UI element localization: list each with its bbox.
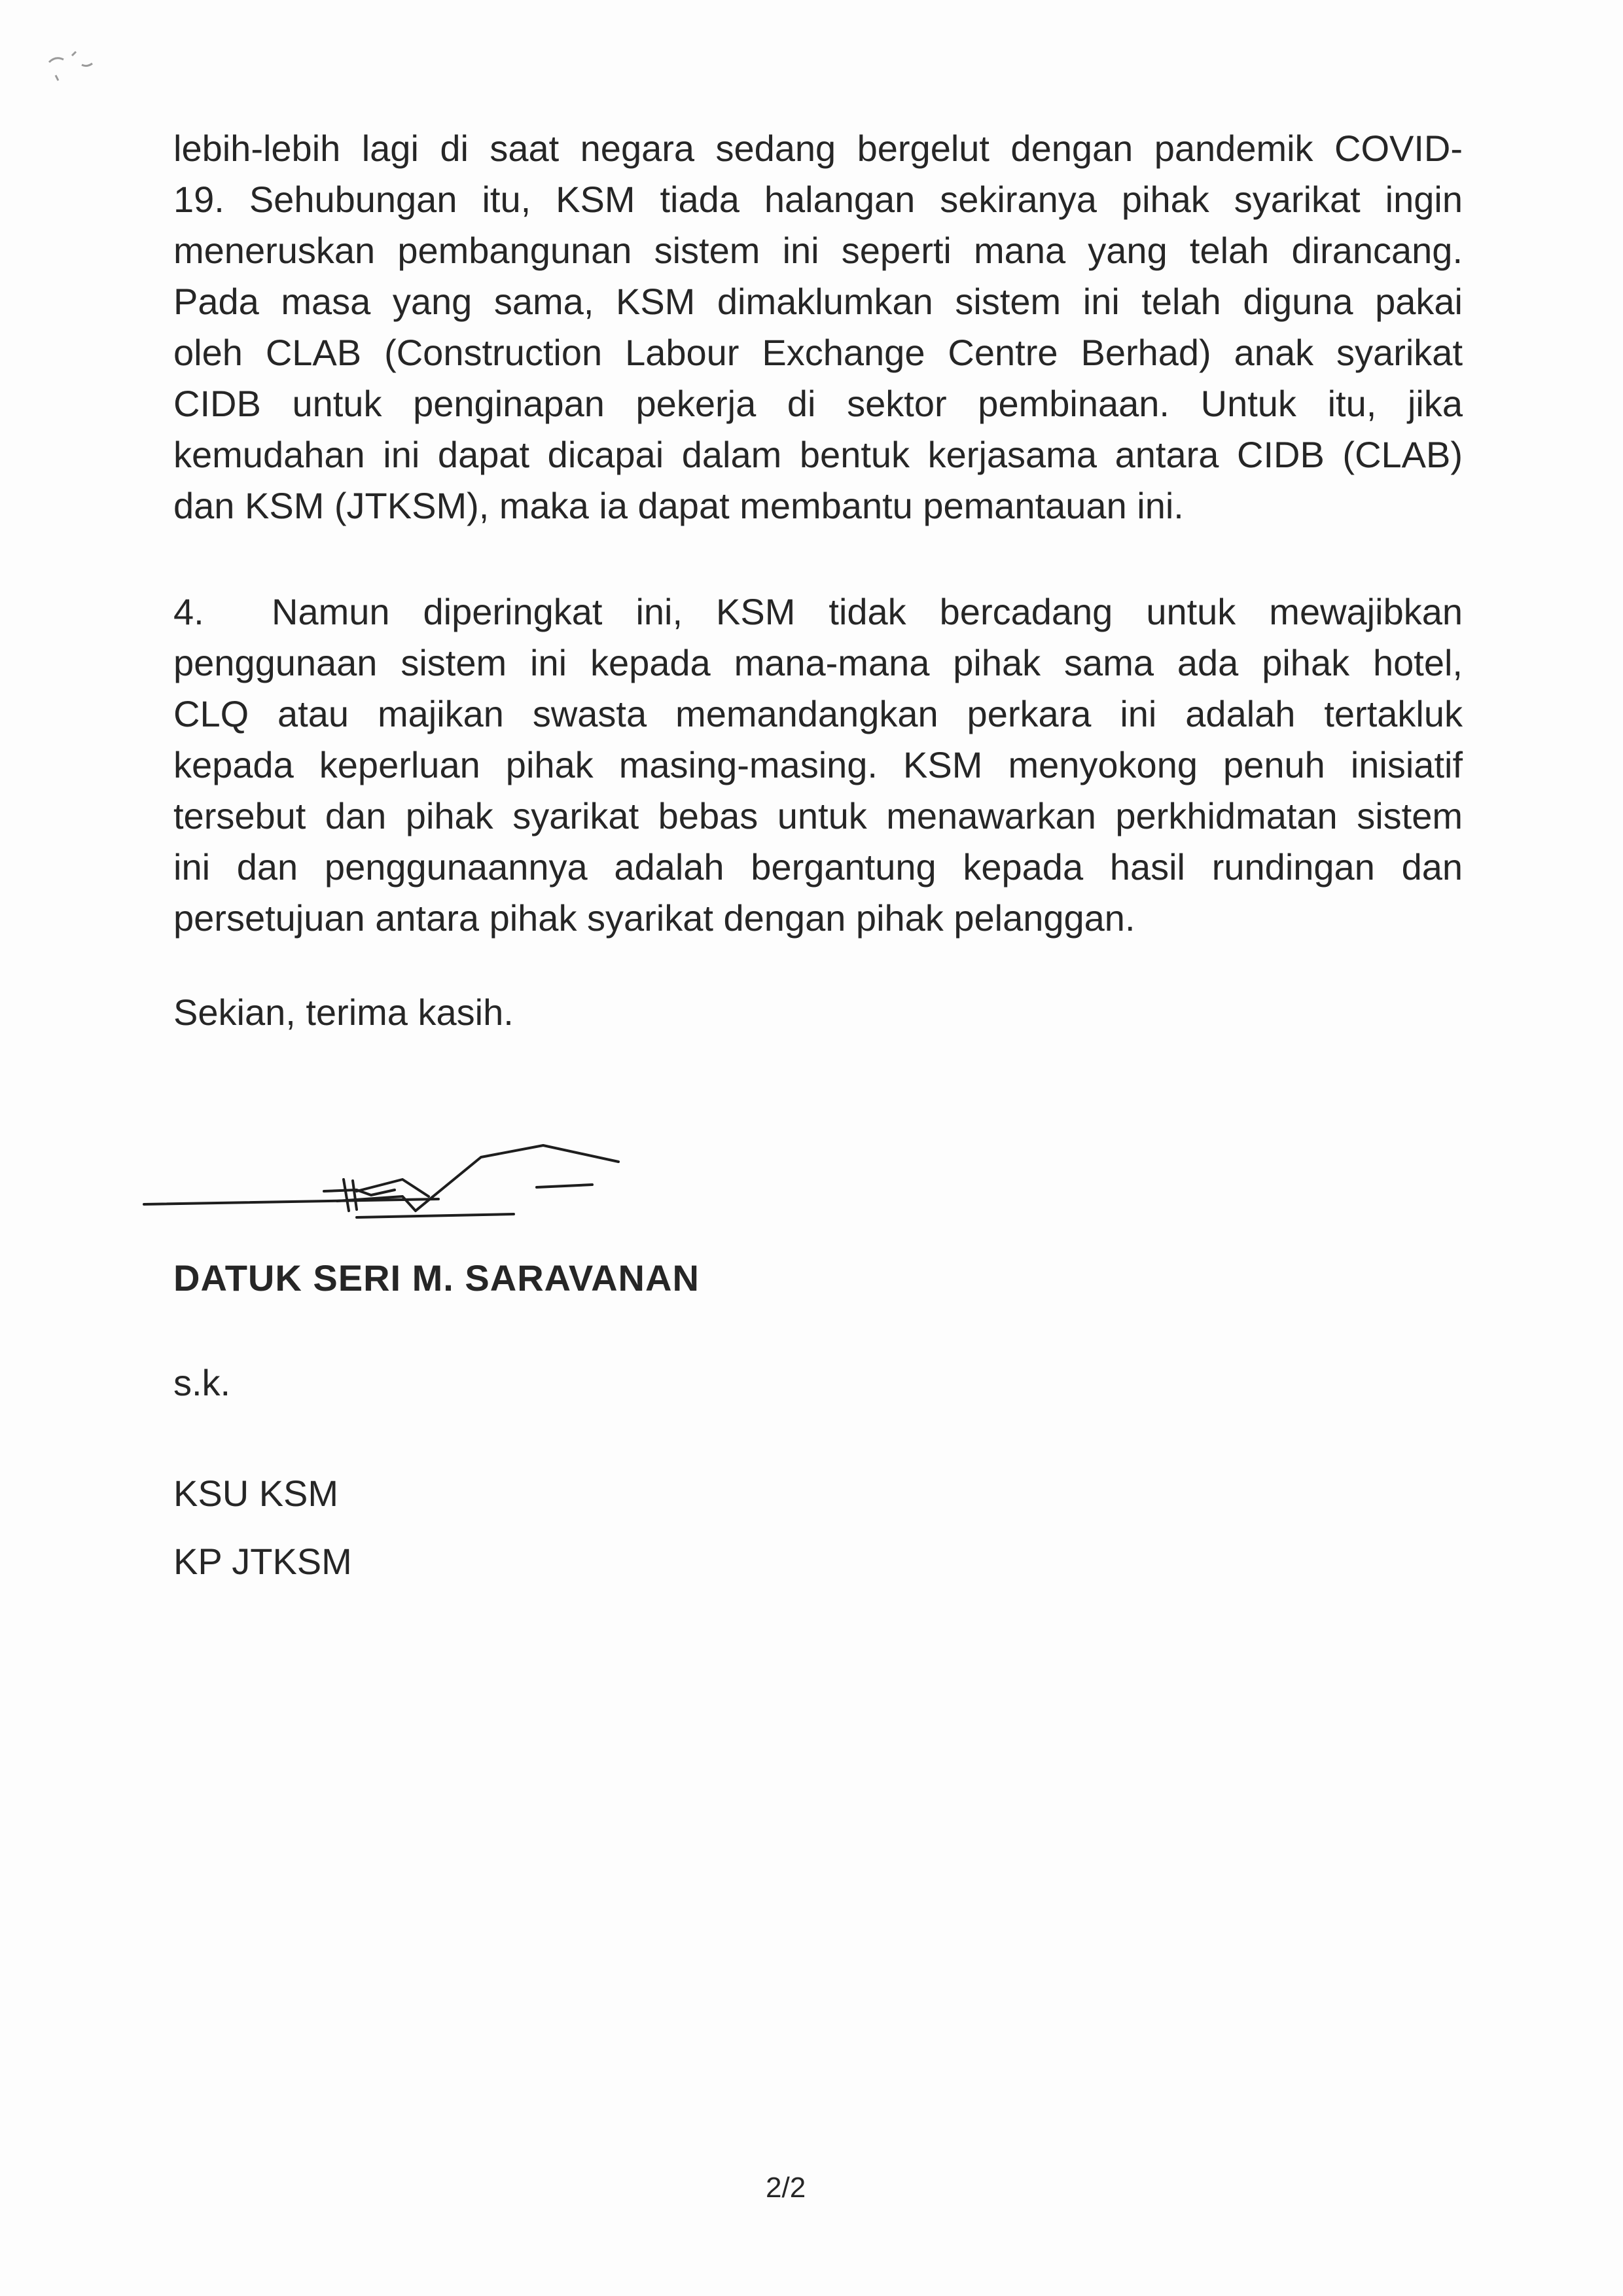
page-number: 2/2: [766, 2172, 806, 2204]
paragraph-4: [173, 586, 1463, 944]
paragraph-3-line: 19. Sehubungan itu, KSM tiada halangan sekiranya pihak syarikat ingin: [173, 179, 1463, 220]
closing-remark: Sekian, terima kasih.: [173, 992, 514, 1033]
cc-label: s.k.: [173, 1362, 231, 1403]
paragraph-4-first-line: [173, 586, 1463, 637]
paragraph-4-line: CLQ atau majikan swasta memandangkan perkara ini adalah tertakluk: [173, 693, 1463, 734]
paragraph-3-line: CIDB untuk penginapan pekerja di sektor pembinaan. Untuk itu, jika: [173, 383, 1463, 424]
cc-recipients: [173, 1460, 352, 1596]
paragraph-4-line: tersebut dan pihak syarikat bebas untuk menawarkan perkhidmatan sistem: [173, 795, 1463, 836]
paragraph-3-line: meneruskan pembangunan sistem ini seperti mana yang telah dirancang.: [173, 230, 1463, 271]
cc-recipient: KP JTKSM: [173, 1541, 352, 1582]
paragraph-4-line: penggunaan sistem ini kepada mana-mana pihak sama ada pihak hotel,: [173, 642, 1463, 683]
signature-graphic: [141, 1119, 638, 1234]
paragraph-4-line: ini dan penggunaannya adalah bergantung kepada hasil rundingan dan: [173, 846, 1463, 888]
scan-speck: [36, 36, 134, 95]
paragraph-3-line: dan KSM (JTKSM), maka ia dapat membantu pemantauan ini.: [173, 485, 1184, 526]
cc-recipient: KSU KSM: [173, 1473, 339, 1514]
paragraph-4-line: persetujuan antara pihak syarikat dengan pihak pelanggan.: [173, 897, 1135, 939]
paragraph-3: [173, 123, 1463, 531]
paragraph-4-line: kepada keperluan pihak masing-masing. KSM menyokong penuh inisiatif: [173, 744, 1463, 785]
paragraph-number: 4.: [173, 591, 204, 632]
paragraph-3-line: Pada masa yang sama, KSM dimaklumkan sistem ini telah diguna pakai: [173, 281, 1463, 322]
paragraph-4-line: Namun diperingkat ini, KSM tidak bercadang untuk mewajibkan: [272, 591, 1463, 632]
signer-name: DATUK SERI M. SARAVANAN: [173, 1257, 700, 1299]
paragraph-3-line: lebih-lebih lagi di saat negara sedang bergelut dengan pandemik COVID-: [173, 128, 1463, 169]
paragraph-3-line: oleh CLAB (Construction Labour Exchange Centre Berhad) anak syarikat: [173, 332, 1463, 373]
paragraph-3-line: kemudahan ini dapat dicapai dalam bentuk kerjasama antara CIDB (CLAB): [173, 434, 1463, 475]
